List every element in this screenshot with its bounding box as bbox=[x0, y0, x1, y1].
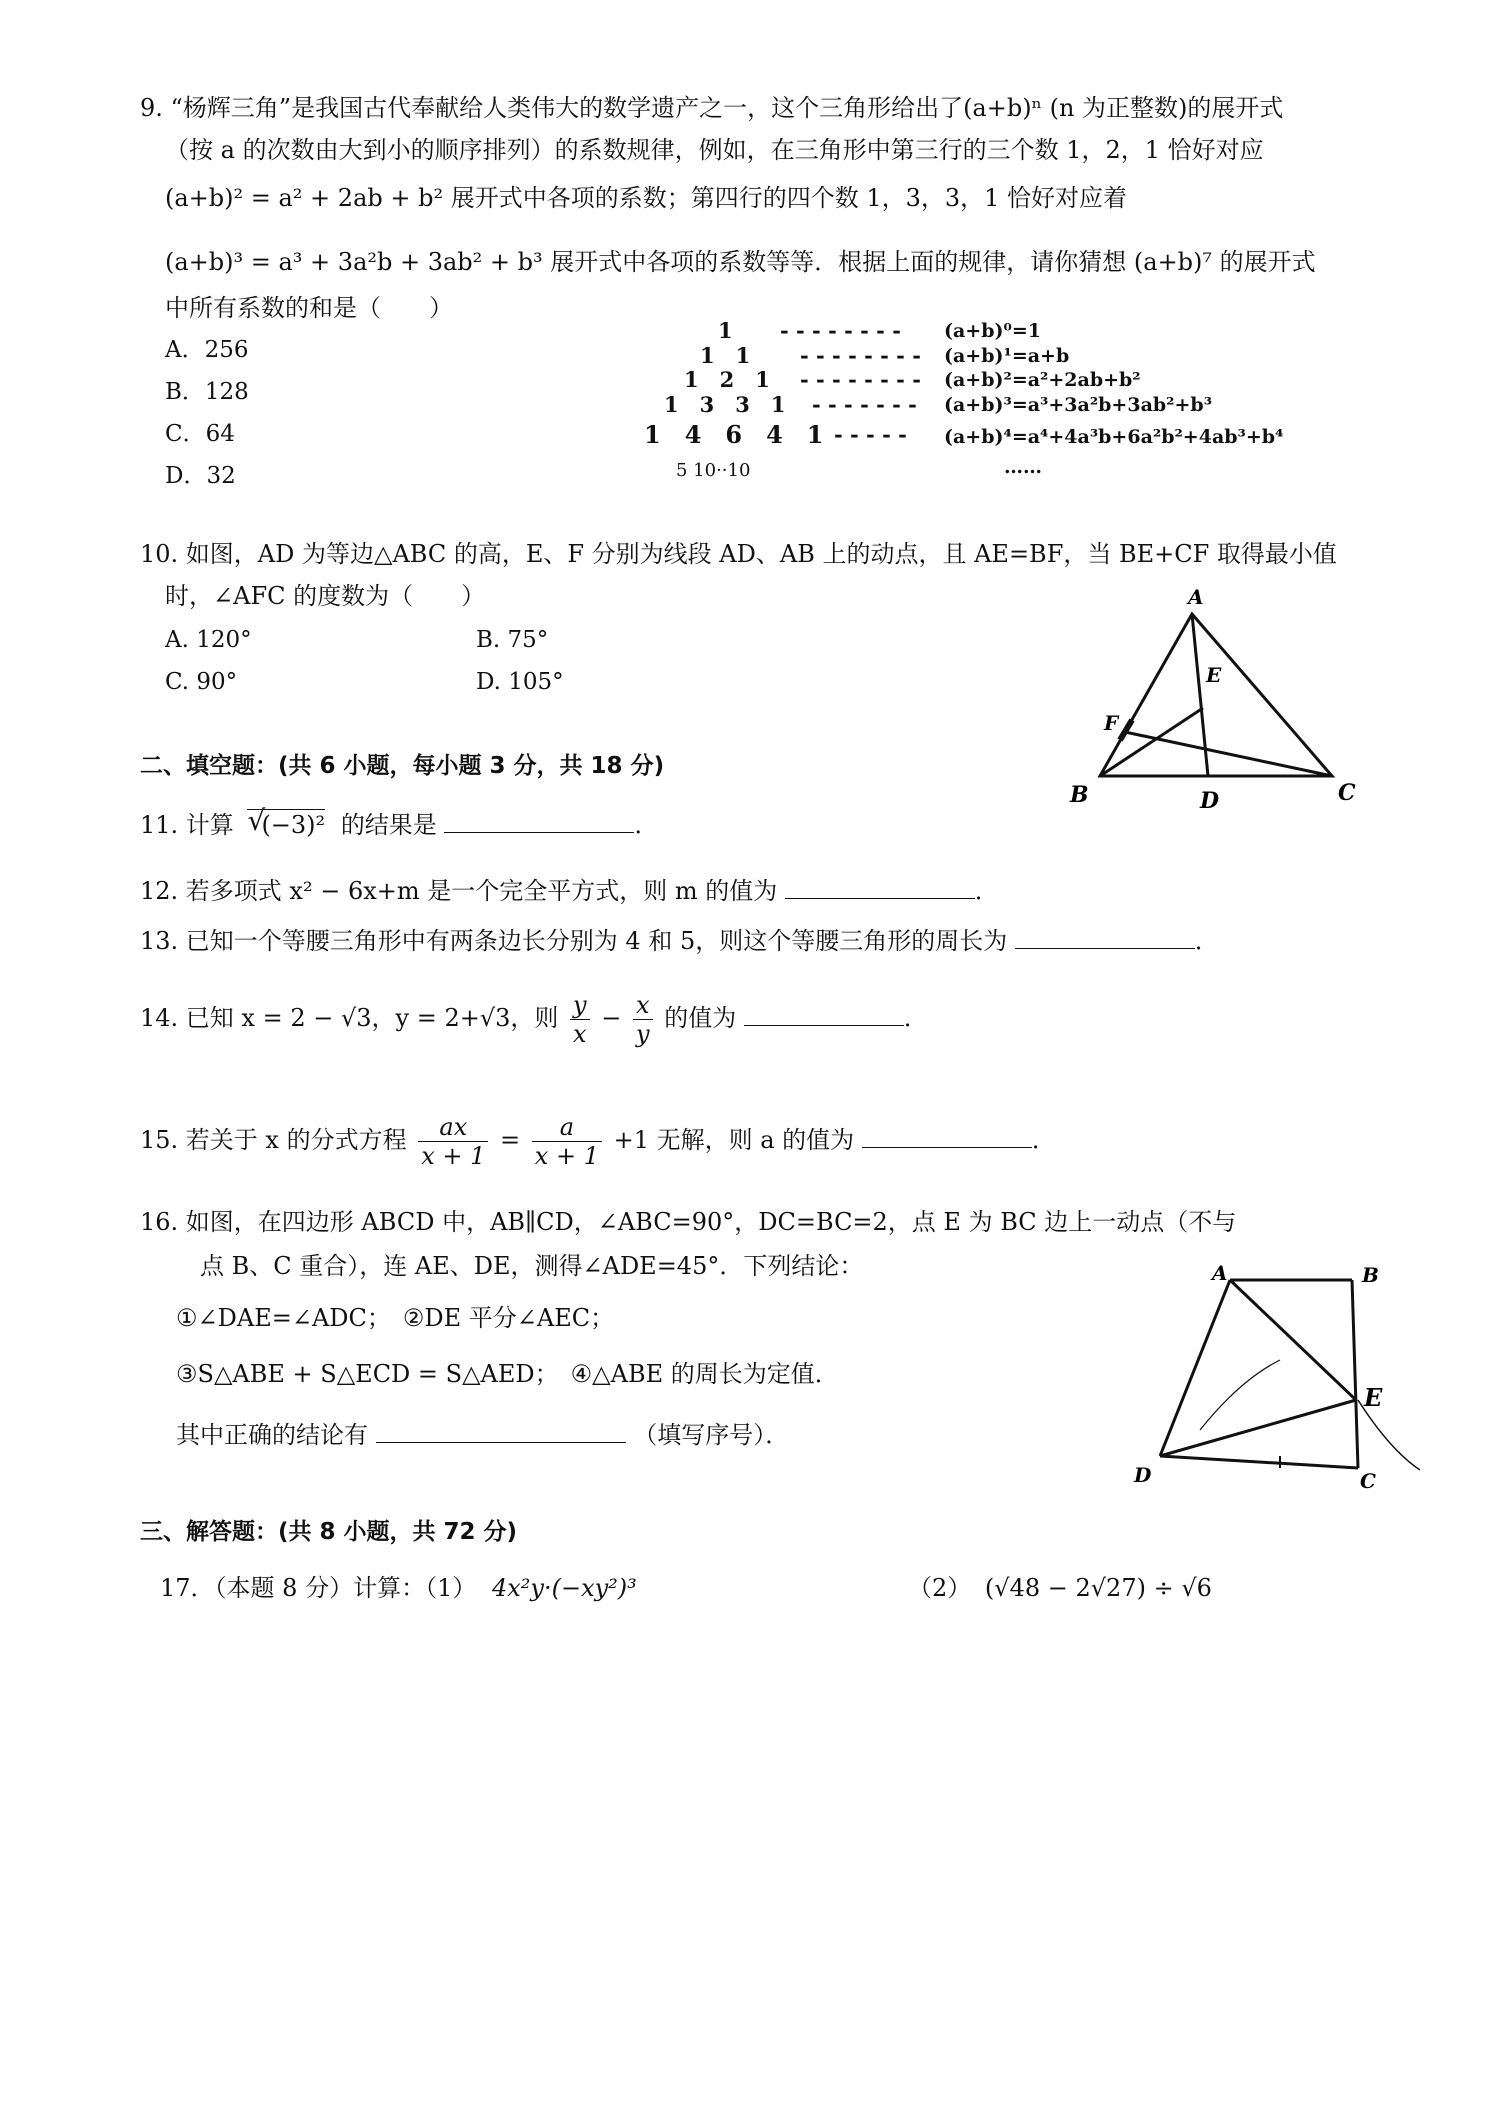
q9-option-a: A．256 bbox=[165, 337, 249, 363]
pascal-row-4-expr: (a+b)⁴=a⁴+4a³b+6a²b²+4ab³+b⁴ bbox=[944, 426, 1284, 448]
q16-line2: 点 B、C 重合），连 AE、DE，测得∠ADE=45°．下列结论： bbox=[200, 1252, 864, 1280]
q16-conclusions-1-2: ①∠DAE=∠ADC； ②DE 平分∠AEC； bbox=[176, 1304, 615, 1332]
pencil-mark bbox=[1200, 1360, 1280, 1430]
q15-frac-right bbox=[532, 1113, 602, 1170]
label-c: C bbox=[1360, 1469, 1376, 1490]
q10-line1: 10. 如图，AD 为等边△ABC 的高，E、F 分别为线段 AD、AB 上的动点，且 AE=BF，当 BE+CF 取得最小值 bbox=[140, 540, 1337, 568]
q10-option-a: A. 120° bbox=[165, 627, 252, 653]
q13-text: 13. 已知一个等腰三角形中有两条边长分别为 4 和 5，则这个等腰三角形的周长为 bbox=[140, 927, 1008, 955]
q15-answer-blank[interactable] bbox=[862, 1123, 1032, 1148]
q16-answer-blank[interactable] bbox=[376, 1418, 626, 1443]
label-e: E bbox=[1206, 663, 1222, 687]
q10-line2: 时，∠AFC 的度数为（ ） bbox=[165, 582, 486, 610]
q17-part2-line bbox=[908, 1572, 1212, 1604]
q14-suffix: 的值为 bbox=[664, 1004, 737, 1032]
q16-conclusions-3-4: ③S△ABE + S△ECD = S△AED； ④△ABE 的周长为定值． bbox=[176, 1360, 839, 1388]
q15-frac1-den: x + 1 bbox=[421, 1142, 486, 1170]
q14-frac-x-over-y bbox=[633, 991, 653, 1048]
q13-answer-blank[interactable] bbox=[1015, 924, 1195, 949]
label-a: A bbox=[1212, 1261, 1228, 1285]
pascal-row-0-expr: (a+b)⁰=1 bbox=[944, 320, 1041, 342]
pascal-row-4-nums: 1 4 6 4 1 bbox=[644, 420, 824, 449]
pascal-row-5-expr: …… bbox=[1004, 456, 1042, 478]
q15-frac-left bbox=[418, 1113, 488, 1170]
q16-answer-prefix: 其中正确的结论有 bbox=[176, 1421, 368, 1449]
q16-quadrilateral-figure bbox=[1120, 1260, 1460, 1490]
q16-line1: 16. 如图，在四边形 ABCD 中，AB∥CD，∠ABC=90°，DC=BC=2，点 E 为 BC 边上一动点（不与 bbox=[140, 1208, 1237, 1236]
pascal-row-2-dots: - - - - - - - - bbox=[800, 367, 921, 392]
q17-part1: 4x²y·(−xy²)³ bbox=[491, 1574, 637, 1602]
segment-de bbox=[1160, 1400, 1356, 1456]
q17-part2: (√48 − 2√27) ÷ √6 bbox=[984, 1574, 1212, 1602]
label-c: C bbox=[1338, 780, 1356, 806]
q15-frac2-den: x + 1 bbox=[534, 1142, 599, 1170]
q16-answer-suffix: （填写序号）． bbox=[633, 1421, 790, 1449]
q11-sqrt bbox=[247, 804, 326, 840]
label-d: D bbox=[1134, 1463, 1152, 1487]
q15-eq: = bbox=[500, 1126, 521, 1154]
pascal-row-1-expr: (a+b)¹=a+b bbox=[944, 345, 1070, 367]
q17-part2-label: （2） bbox=[908, 1574, 972, 1602]
pascal-row-4-dots: - - - - - bbox=[834, 422, 907, 447]
q9-option-d: D．32 bbox=[165, 463, 236, 489]
section-2-heading: 二、填空题：(共 6 小题，每小题 3 分，共 18 分) bbox=[140, 753, 665, 779]
q12-text: 12. 若多项式 x² − 6x+m 是一个完全平方式，则 m 的值为 bbox=[140, 877, 778, 905]
q14-prefix: 14. 已知 x = 2 − √3，y = 2+√3，则 bbox=[140, 1004, 559, 1032]
q9-line3: (a+b)² = a² + 2ab + b² 展开式中各项的系数；第四行的四个数 1，3，3，1 恰好对应着 bbox=[165, 184, 1128, 212]
pascal-row-3-expr: (a+b)³=a³+3a²b+3ab²+b³ bbox=[944, 394, 1213, 416]
q11-prefix: 11. 计算 bbox=[140, 811, 234, 839]
q17-prefix: 17．（本题 8 分）计算：（1） bbox=[160, 1574, 477, 1602]
label-f: F bbox=[1104, 711, 1119, 735]
sqrt-symbol-icon: √ bbox=[247, 804, 266, 837]
pascal-row-1-nums: 1 1 bbox=[700, 343, 751, 368]
q14-minus: − bbox=[601, 1004, 622, 1032]
pascal-row-2-expr: (a+b)²=a²+2ab+b² bbox=[944, 369, 1141, 391]
label-b: B bbox=[1362, 1263, 1379, 1287]
q15: 15. 若关于 x 的分式方程 $\frac{ax}{x + 1}$ = $\frac{a}{x + 1}$ +1 无解，则 a 的值为 ． bbox=[140, 1113, 1056, 1170]
q10-option-d: D. 105° bbox=[476, 669, 564, 695]
section-3-heading: 三、解答题：(共 8 小题，共 72 分) bbox=[140, 1519, 518, 1545]
pascal-row-1-dots: - - - - - - - - bbox=[800, 343, 921, 368]
q11-suffix: 的结果是 bbox=[340, 811, 437, 839]
q15-frac2-num: a bbox=[532, 1113, 602, 1142]
q9-option-c: C．64 bbox=[165, 421, 235, 447]
pascal-row-3-nums: 1 3 3 1 bbox=[664, 392, 786, 417]
q10-option-b: B. 75° bbox=[476, 627, 549, 653]
q14-frac2-num: x bbox=[633, 991, 653, 1020]
q14: 14. 已知 x = 2 − √3，y = 2+√3，则 $\frac{y}{x}$ − $\frac{x}{y}$ 的值为 ． bbox=[140, 991, 928, 1048]
q9-option-b: B．128 bbox=[165, 379, 249, 405]
segment-ae bbox=[1230, 1280, 1356, 1400]
q15-after: +1 无解，则 a 的值为 bbox=[613, 1126, 855, 1154]
q14-frac2-den: y bbox=[636, 1020, 650, 1048]
q11-radicand: (−3)² bbox=[261, 811, 326, 839]
q17 bbox=[160, 1572, 637, 1604]
q13: 13. 已知一个等腰三角形中有两条边长分别为 4 和 5，则这个等腰三角形的周长为 ． bbox=[140, 924, 1219, 957]
pascal-row-3-dots: - - - - - - - bbox=[812, 392, 917, 417]
q9-line2: （按 a 的次数由大到小的顺序排列）的系数规律，例如，在三角形中第三行的三个数 1，2，1 恰好对应 bbox=[165, 136, 1264, 164]
mark-f bbox=[1120, 720, 1132, 740]
side-bc bbox=[1352, 1280, 1358, 1468]
q10-triangle-figure bbox=[1060, 580, 1380, 820]
q14-frac-y-over-x bbox=[570, 991, 590, 1048]
q14-answer-blank[interactable] bbox=[744, 1001, 904, 1026]
label-e: E bbox=[1364, 1383, 1383, 1412]
pascal-row-0-dots: - - - - - - - - bbox=[780, 318, 901, 343]
label-d: D bbox=[1200, 788, 1220, 814]
q12-answer-blank[interactable] bbox=[785, 874, 975, 899]
q15-prefix: 15. 若关于 x 的分式方程 bbox=[140, 1126, 407, 1154]
q10-option-c: C. 90° bbox=[165, 669, 238, 695]
pascal-row-5-nums: 5 10··10 bbox=[676, 460, 751, 481]
label-a: A bbox=[1188, 585, 1204, 609]
q11-answer-blank[interactable] bbox=[444, 808, 634, 833]
q14-frac1-num: y bbox=[570, 991, 590, 1020]
side-ad bbox=[1160, 1280, 1230, 1456]
q9-line5: 中所有系数的和是（ ） bbox=[165, 294, 453, 322]
label-b: B bbox=[1070, 782, 1089, 808]
q14-frac1-den: x bbox=[573, 1020, 587, 1048]
pascal-row-0-nums: 1 bbox=[718, 318, 733, 343]
q9-line4: (a+b)³ = a³ + 3a²b + 3ab² + b³ 展开式中各项的系数等等．根据上面的规律，请你猜想 (a+b)⁷ 的展开式 bbox=[165, 248, 1316, 276]
q9-line1: 9. “杨辉三角”是我国古代奉献给人类伟大的数学遗产之一，这个三角形给出了(a+b)ⁿ (n 为正整数)的展开式 bbox=[140, 94, 1284, 122]
q16-answer-line bbox=[176, 1418, 789, 1451]
q15-frac1-num: ax bbox=[418, 1113, 488, 1142]
altitude-ad bbox=[1192, 614, 1208, 776]
side-dc bbox=[1160, 1456, 1358, 1468]
q12: 12. 若多项式 x² − 6x+m 是一个完全平方式，则 m 的值为 ． bbox=[140, 874, 999, 907]
pascal-row-2-nums: 1 2 1 bbox=[684, 367, 770, 392]
q11: 11. 计算 √ (−3)² 的结果是 ． bbox=[140, 804, 659, 839]
